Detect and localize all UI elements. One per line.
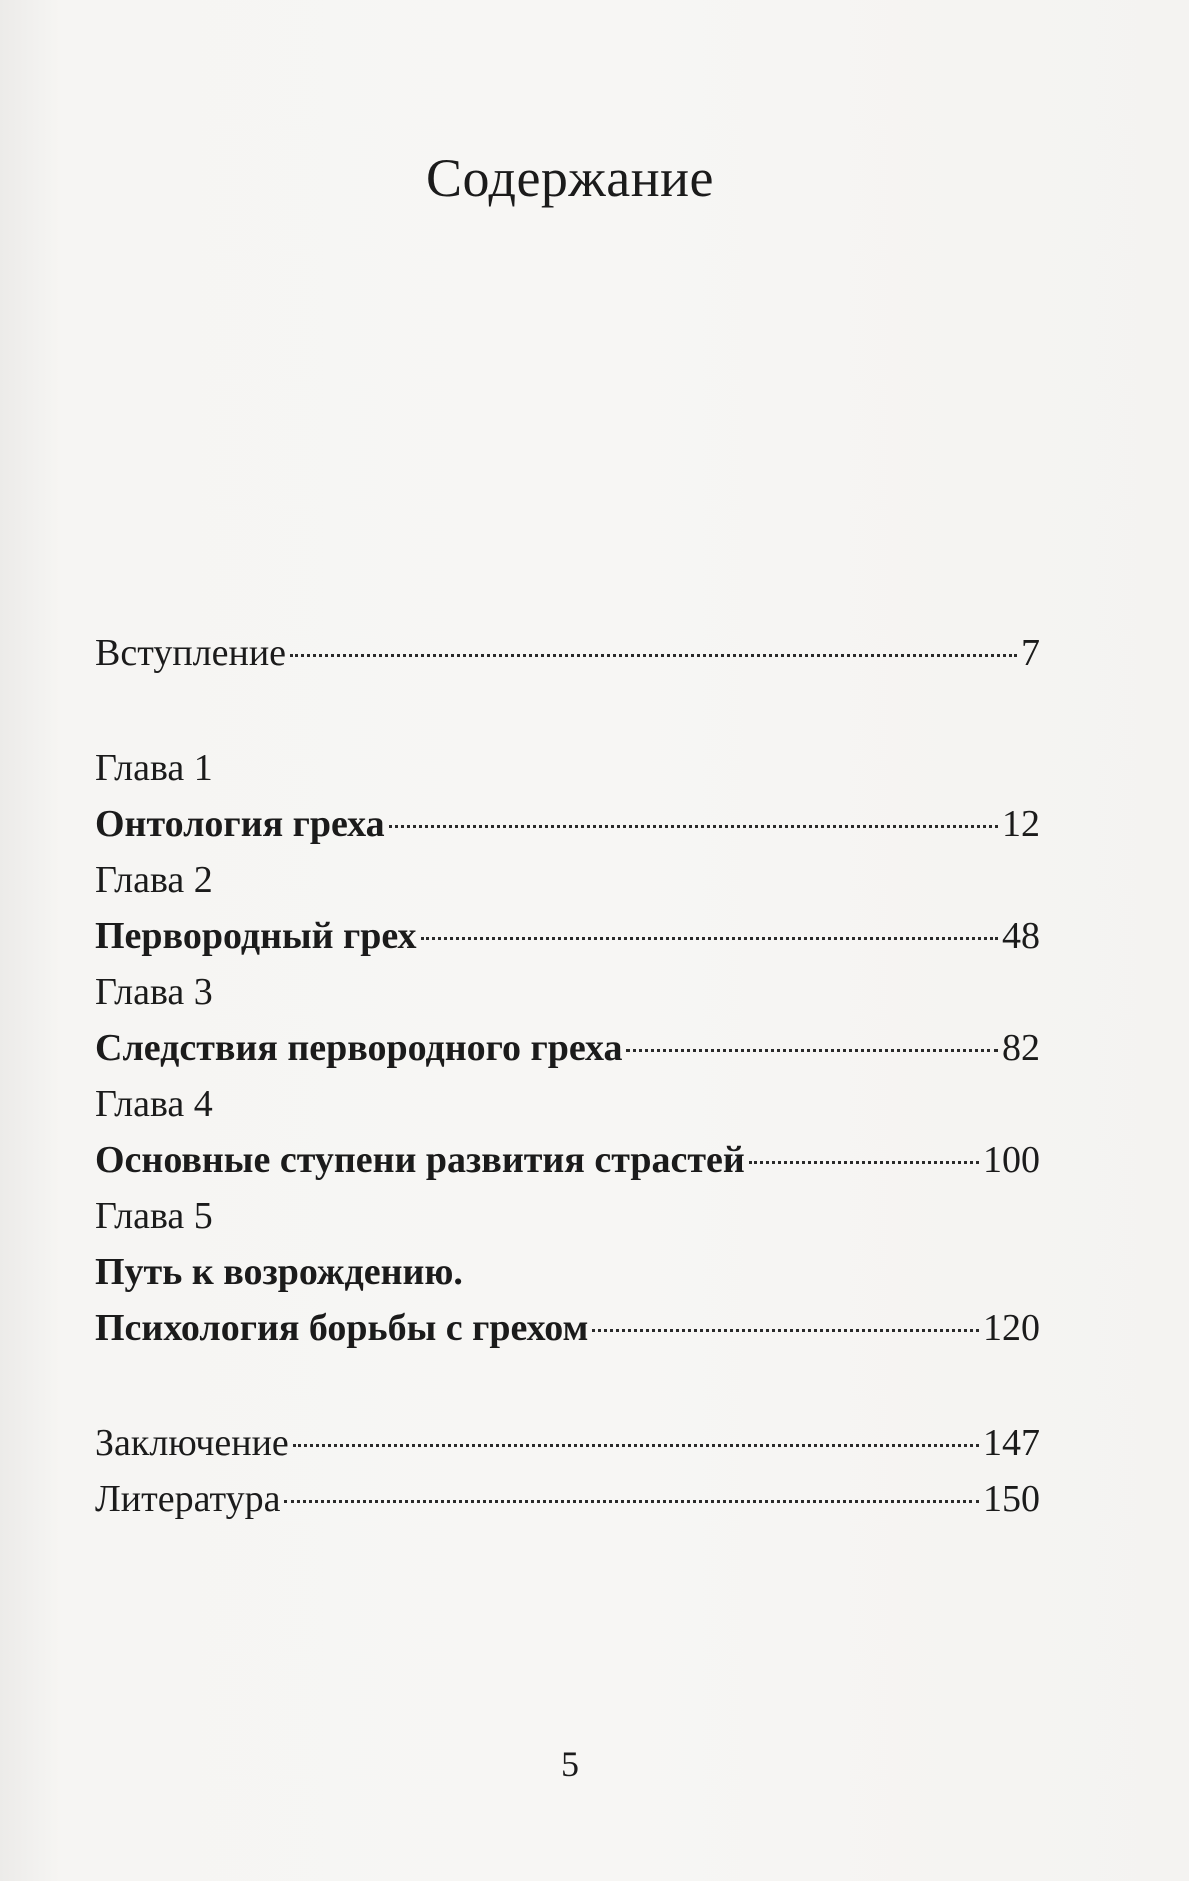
toc-entry-label: Следствия первородного греха — [95, 1027, 623, 1069]
toc-chapter-heading-4 — [95, 1076, 1040, 1132]
toc-entry-label: Вступление — [95, 632, 287, 674]
toc-entry-chapter-1[interactable] — [95, 796, 1040, 852]
toc-entry-label: Заключение — [95, 1422, 289, 1464]
dot-leader — [389, 825, 998, 828]
toc-entry-page: 82 — [1002, 1027, 1040, 1069]
toc-entry-label: Онтология греха — [95, 803, 385, 845]
toc-entry-page: 147 — [983, 1422, 1040, 1464]
toc-entry-label: Литература — [95, 1478, 281, 1520]
chapter-heading-label: Глава 2 — [95, 859, 213, 901]
dot-leader — [626, 1049, 998, 1052]
toc-entry-chapter-2[interactable] — [95, 908, 1040, 964]
toc-entry-chapter-5-title — [95, 1244, 1040, 1300]
toc-entry-page: 7 — [1021, 632, 1040, 674]
toc-entry-page: 120 — [983, 1307, 1040, 1349]
dot-leader — [284, 1500, 979, 1503]
toc-chapter-heading-1 — [95, 740, 1040, 796]
dot-leader — [290, 654, 1017, 657]
toc-entry-label: Психология борьбы с грехом — [95, 1307, 589, 1349]
dot-leader — [293, 1444, 979, 1447]
toc-entry-literature[interactable] — [95, 1471, 1040, 1527]
toc-entry-page: 12 — [1002, 803, 1040, 845]
chapter-heading-label: Глава 3 — [95, 971, 213, 1013]
page-title: Содержание — [426, 148, 714, 208]
page-number: 5 — [561, 1744, 579, 1784]
chapter-heading-label: Глава 5 — [95, 1195, 213, 1237]
chapter-heading-label: Глава 1 — [95, 747, 213, 789]
toc-entry-label: Первородный грех — [95, 915, 417, 957]
toc-entry-label: Путь к возрождению. — [95, 1251, 463, 1293]
toc-entry-label: Основные ступени развития страстей — [95, 1139, 745, 1181]
chapter-heading-label: Глава 4 — [95, 1083, 213, 1125]
dot-leader — [592, 1329, 979, 1332]
toc-entry-page: 48 — [1002, 915, 1040, 957]
toc-entry-chapter-4[interactable] — [95, 1132, 1040, 1188]
toc-chapter-heading-2 — [95, 852, 1040, 908]
toc-chapter-heading-5 — [95, 1188, 1040, 1244]
toc-entry-page: 100 — [983, 1139, 1040, 1181]
dot-leader — [749, 1161, 979, 1164]
toc-entry-chapter-5-subtitle[interactable] — [95, 1300, 1040, 1356]
toc-entry-conclusion[interactable] — [95, 1415, 1040, 1471]
toc-entry-introduction[interactable] — [95, 625, 1040, 681]
dot-leader — [421, 937, 998, 940]
toc-entry-page: 150 — [983, 1478, 1040, 1520]
toc-entry-chapter-3[interactable] — [95, 1020, 1040, 1076]
toc-chapter-heading-3 — [95, 964, 1040, 1020]
